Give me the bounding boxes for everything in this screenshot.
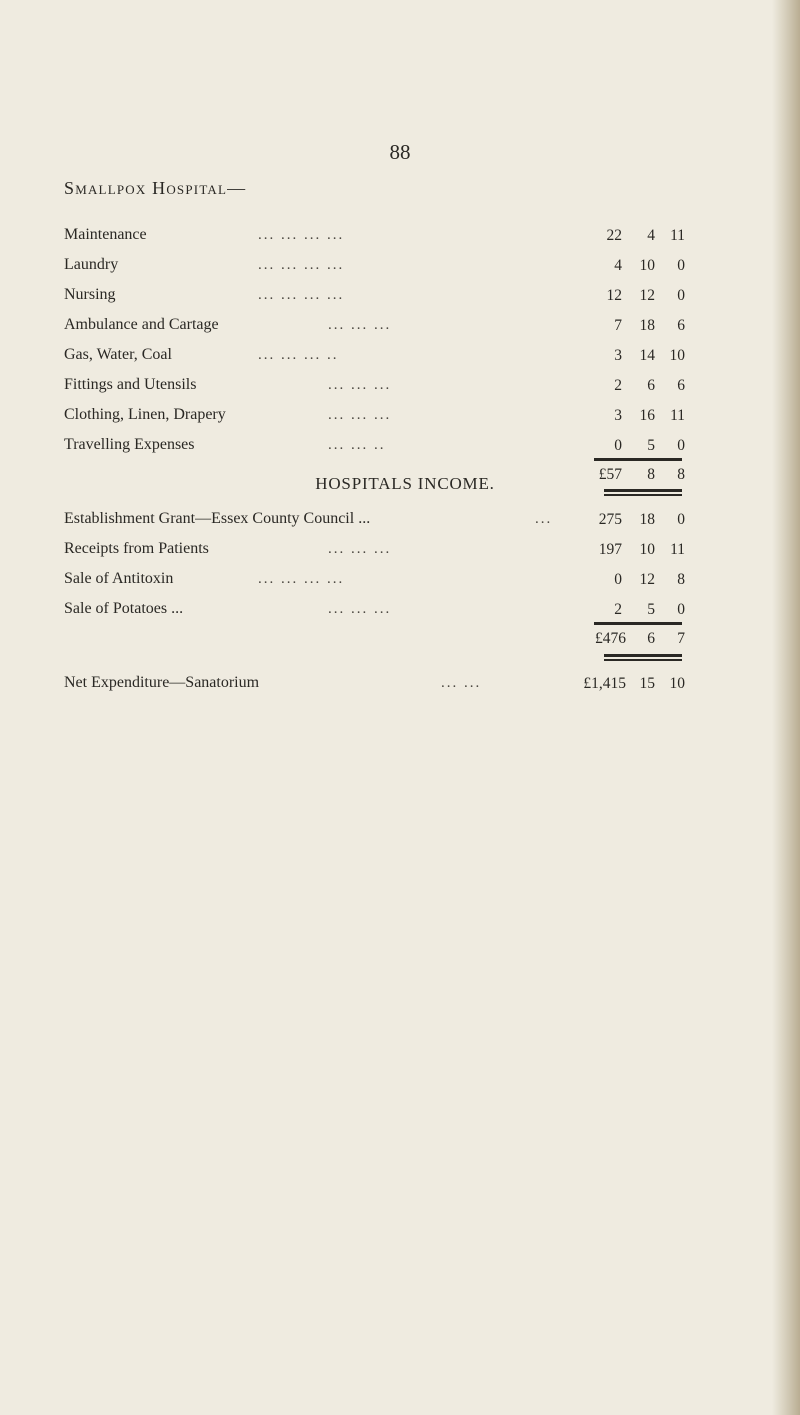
expense-label: Ambulance and Cartage <box>64 316 219 333</box>
amount-pounds: 275 <box>598 511 622 528</box>
leader-dots: ... ... ... ... <box>258 571 345 587</box>
amount-pounds: 2 <box>614 601 622 618</box>
amount-pounds: 2 <box>614 377 622 394</box>
leader-dots: ... ... ... ... <box>258 257 345 273</box>
income-label: Sale of Antitoxin <box>64 570 174 587</box>
leader-dots: ... ... ... <box>328 601 392 617</box>
amount-pence: 11 <box>670 407 685 424</box>
amount-pounds: 3 <box>614 347 622 364</box>
amount-pence: 0 <box>677 601 685 618</box>
amount-shillings: 5 <box>647 437 655 454</box>
leader-dots: ... ... ... <box>328 377 392 393</box>
income-label: Establishment Grant—Essex County Council ... <box>64 510 371 527</box>
leader-dots: ... ... ... ... <box>258 287 345 303</box>
expense-label: Clothing, Linen, Drapery <box>64 406 226 423</box>
amount-pence: 6 <box>677 377 685 394</box>
amount-pence: 11 <box>670 227 685 244</box>
amount-shillings: 12 <box>639 571 655 588</box>
total-double-rule-top <box>604 654 682 657</box>
amount-shillings: 10 <box>639 257 655 274</box>
amount-shillings: 14 <box>639 347 655 364</box>
total-pence: 7 <box>677 630 685 647</box>
net-expenditure-label: Net Expenditure—Sanatorium <box>64 674 260 691</box>
total-double-rule-bottom <box>604 494 682 496</box>
amount-shillings: 12 <box>639 287 655 304</box>
income-label: Receipts from Patients <box>64 540 209 557</box>
amount-pence: 11 <box>670 541 685 558</box>
net-shillings: 15 <box>639 675 655 692</box>
expense-label: Gas, Water, Coal <box>64 346 172 363</box>
expense-label: Travelling Expenses <box>64 436 195 453</box>
amount-pounds: 197 <box>598 541 622 558</box>
income-label: Sale of Potatoes ... <box>64 600 184 617</box>
total-shillings: 6 <box>647 630 655 647</box>
amount-shillings: 10 <box>639 541 655 558</box>
total-pence: 8 <box>677 466 685 483</box>
leader-dots: ... ... .. <box>328 437 386 453</box>
net-pence: 10 <box>669 675 685 692</box>
leader-dots: ... <box>535 511 553 527</box>
amount-pence: 6 <box>677 317 685 334</box>
total-pounds: £476 <box>595 630 626 647</box>
page-number: 88 <box>389 140 411 164</box>
total-double-rule-bottom <box>604 659 682 661</box>
amount-pounds: 0 <box>614 571 622 588</box>
amount-pence: 8 <box>677 571 685 588</box>
amount-pounds: 4 <box>614 257 622 274</box>
amount-pounds: 22 <box>606 227 622 244</box>
page-edge-shadow <box>772 0 800 1415</box>
amount-pence: 10 <box>669 347 685 364</box>
expense-label: Fittings and Utensils <box>64 376 197 393</box>
amount-pence: 0 <box>677 287 685 304</box>
amount-shillings: 18 <box>639 511 655 528</box>
amount-pounds: 0 <box>614 437 622 454</box>
amount-shillings: 6 <box>647 377 655 394</box>
amount-pence: 0 <box>677 257 685 274</box>
leader-dots: ... ... ... .. <box>258 347 339 363</box>
leader-dots: ... ... ... <box>328 407 392 423</box>
amount-pounds: 12 <box>606 287 622 304</box>
expense-label: Maintenance <box>64 226 147 243</box>
leader-dots: ... ... ... <box>328 317 392 333</box>
amount-shillings: 18 <box>639 317 655 334</box>
leader-dots: ... ... <box>441 675 482 691</box>
leader-dots: ... ... ... ... <box>258 227 345 243</box>
total-shillings: 8 <box>647 466 655 483</box>
sum-rule <box>594 458 682 461</box>
total-pounds: £57 <box>598 466 622 483</box>
expense-label: Laundry <box>64 256 119 273</box>
amount-pounds: 7 <box>614 317 622 334</box>
expense-label: Nursing <box>64 286 116 303</box>
sum-rule <box>594 622 682 625</box>
amount-shillings: 4 <box>647 227 655 244</box>
section-title: Smallpox Hospital— <box>64 178 247 198</box>
amount-shillings: 16 <box>639 407 655 424</box>
income-heading: HOSPITALS INCOME. <box>315 474 495 493</box>
net-pounds: £1,415 <box>583 675 626 692</box>
amount-pence: 0 <box>677 511 685 528</box>
amount-pounds: 3 <box>614 407 622 424</box>
leader-dots: ... ... ... <box>328 541 392 557</box>
amount-pence: 0 <box>677 437 685 454</box>
amount-shillings: 5 <box>647 601 655 618</box>
